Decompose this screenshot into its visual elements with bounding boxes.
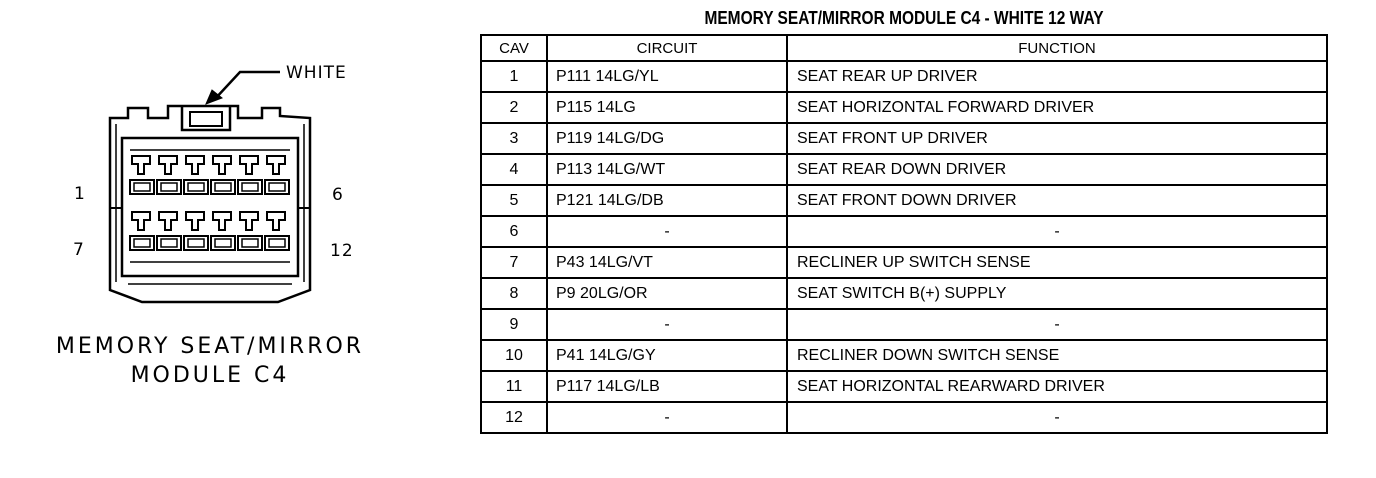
circuit-cell: P115 14LG (547, 92, 787, 123)
pin-label-7: 7 (73, 240, 85, 260)
cavity-inner (215, 239, 231, 247)
circuit-cell: P9 20LG/OR (547, 278, 787, 309)
cav-cell: 2 (481, 92, 547, 123)
table-row (481, 154, 1327, 185)
circuit-cell: P111 14LG/YL (547, 61, 787, 92)
terminal-slot (267, 212, 285, 230)
table-row (481, 216, 1327, 247)
function-cell: - (787, 402, 1327, 433)
table-title: MEMORY SEAT/MIRROR MODULE C4 - WHITE 12 WAY (704, 8, 1104, 28)
connector-diagram (0, 0, 470, 478)
table-row (481, 92, 1327, 123)
cav-cell: 4 (481, 154, 547, 185)
function-cell: SEAT REAR UP DRIVER (787, 61, 1327, 92)
wire-color-label: WHITE (286, 63, 347, 83)
circuit-cell: P117 14LG/LB (547, 371, 787, 402)
cavity-inner (134, 239, 150, 247)
table-row (481, 371, 1327, 402)
function-cell: RECLINER DOWN SWITCH SENSE (787, 340, 1327, 371)
cavity-inner (188, 183, 204, 191)
terminal-slot (159, 156, 177, 174)
circuit-cell: P119 14LG/DG (547, 123, 787, 154)
circuit-cell: P43 14LG/VT (547, 247, 787, 278)
header-cav: CAV (481, 35, 547, 61)
terminal-slot (240, 156, 258, 174)
terminal-slot (186, 212, 204, 230)
pinout-table (480, 34, 1328, 434)
cavity-inner (269, 183, 285, 191)
circuit-cell: - (547, 402, 787, 433)
table-row (481, 340, 1327, 371)
terminal-slot (240, 212, 258, 230)
circuit-cell: P121 14LG/DB (547, 185, 787, 216)
cavity-inner (242, 183, 258, 191)
cavity-inner (242, 239, 258, 247)
circuit-cell: - (547, 309, 787, 340)
terminal-slot (159, 212, 177, 230)
function-cell: RECLINER UP SWITCH SENSE (787, 247, 1327, 278)
connector-caption (40, 332, 380, 390)
terminal-slot (132, 212, 150, 230)
cav-cell: 10 (481, 340, 547, 371)
cav-cell: 11 (481, 371, 547, 402)
header-function: FUNCTION (787, 35, 1327, 61)
cavity-inner (269, 239, 285, 247)
cavity-inner (161, 183, 177, 191)
pin-label-1: 1 (74, 184, 86, 204)
function-cell: - (787, 309, 1327, 340)
function-cell: SEAT REAR DOWN DRIVER (787, 154, 1327, 185)
cavity-inner (161, 239, 177, 247)
table-row (481, 278, 1327, 309)
terminal-slot (213, 156, 231, 174)
cav-cell: 12 (481, 402, 547, 433)
function-cell: SEAT HORIZONTAL FORWARD DRIVER (787, 92, 1327, 123)
function-cell: - (787, 216, 1327, 247)
table-header-row (481, 35, 1327, 61)
cavity-inner (134, 183, 150, 191)
table-row (481, 61, 1327, 92)
circuit-cell: P41 14LG/GY (547, 340, 787, 371)
function-cell: SEAT FRONT UP DRIVER (787, 123, 1327, 154)
circuit-cell: - (547, 216, 787, 247)
terminal-slot (267, 156, 285, 174)
terminal-slot (186, 156, 204, 174)
table-row (481, 402, 1327, 433)
cavity-inner (215, 183, 231, 191)
cavity-inner (188, 239, 204, 247)
cav-cell: 1 (481, 61, 547, 92)
cav-cell: 5 (481, 185, 547, 216)
terminal-slot (132, 156, 150, 174)
cav-cell: 6 (481, 216, 547, 247)
cav-cell: 7 (481, 247, 547, 278)
connector-drawing (0, 0, 470, 478)
function-cell: SEAT HORIZONTAL REARWARD DRIVER (787, 371, 1327, 402)
table-row (481, 185, 1327, 216)
function-cell: SEAT FRONT DOWN DRIVER (787, 185, 1327, 216)
circuit-cell: P113 14LG/WT (547, 154, 787, 185)
pin-label-6: 6 (332, 185, 344, 205)
terminal-slot (213, 212, 231, 230)
table-row (481, 309, 1327, 340)
function-cell: SEAT SWITCH B(+) SUPPLY (787, 278, 1327, 309)
cav-cell: 9 (481, 309, 547, 340)
table-row (481, 123, 1327, 154)
header-circuit: CIRCUIT (547, 35, 787, 61)
pin-label-12: 12 (330, 241, 354, 261)
caption-line-2: MODULE C4 (130, 363, 290, 388)
cav-cell: 3 (481, 123, 547, 154)
cav-cell: 8 (481, 278, 547, 309)
caption-line-1: MEMORY SEAT/MIRROR (55, 334, 365, 359)
table-row (481, 247, 1327, 278)
